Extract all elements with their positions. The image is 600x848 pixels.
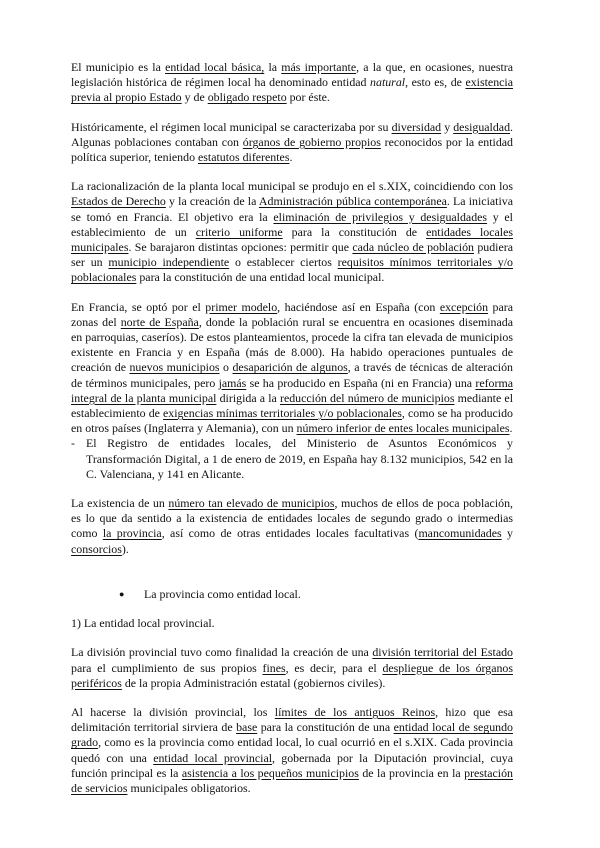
paragraph-racionalizacion: La racionalización de la planta local municipal se produjo en el s.XIX, coincidiendo con los Estados de Derecho y la creación de la Administración pública contemporánea. La iniciativa se tomó en Francia. El objetivo era la eliminación de privilegios y desigualdades y el establecimiento de un criterio uniforme para la constitución de entidades locales municipales. Se barajaron distintas opciones: permitir que cada núcleo de población pudiera ser un municipio independiente o establecer ciertos requisitos mínimos territoriales y/o poblacionales para la constitución de una entidad local municipal.: [71, 179, 514, 285]
section-heading: 1) La entidad local provincial.: [71, 616, 215, 631]
paragraph-existencia: La existencia de un número tan elevado de municipios, muchos de ellos de poca población, es lo que da sentido a la existencia de entidades locales de segundo grado o intermedias como la provincia, así como de otras entidades locales facultativas (mancomunidades y consorcios).: [71, 496, 514, 556]
bullet-text: La provincia como entidad local.: [144, 586, 301, 601]
bullet-icon: ●: [119, 588, 125, 599]
paragraph-francia: En Francia, se optó por el primer modelo, haciéndose así en España (con excepción para zonas del norte de España, donde la población rural se encuentra en ocasiones diseminada en parroquias, caseríos). De estos planteamientos, procede la cifra tan elevada de municipios existente en Francia y en España (más de 8.000). Ha habido operaciones puntuales de creación de nuevos municipios o desaparición de algunos, a través de técnicas de alteración de términos municipales, pero jamás se ha producido en España (ni en Francia) una reforma integral de la planta municipal dirigida a la reducción del número de municipios mediante el establecimiento de exigencias mínimas territoriales y/o poblacionales, como se ha producido en otros países (Inglaterra y Alemania), con un número inferior de entes locales municipales.: [71, 299, 514, 436]
paragraph-division-provincial: La división provincial tuvo como finalidad la creación de una división territorial del Estado para el cumplimiento de sus propios fines, es decir, para el despliegue de los órganos periféricos de la propia Administración estatal (gobiernos civiles).: [71, 645, 513, 690]
list-item-text: El Registro de entidades locales, del Ministerio de Asuntos Económicos y Transformación Digital, a 1 de enero de 2019, en España hay 8.132 municipios, 542 en la C. Valenciana, y 141 en Alicante.: [86, 436, 513, 481]
paragraph-limites: Al hacerse la división provincial, los límites de los antiguos Reinos, hizo que esa delimitación territorial sirviera de base para la constitución de una entidad local de segundo grado, como es la provincia como entidad local, lo cual ocurrió en el s.XIX. Cada provincia quedó con una entidad local provincial, gobernada por la Diputación provincial, cuya función principal es la asistencia a los pequeños municipios de la provincia en la prestación de servicios municipales obligatorios.: [71, 704, 514, 795]
list-item-registro: [71, 436, 513, 482]
paragraph-municipio: El municipio es la entidad local básica, la más importante, a la que, en ocasiones, nuestra legislación histórica de régimen local ha denominado entidad natural, esto es, de existencia previa al propio Estado y de obligado respeto por éste.: [71, 60, 514, 105]
paragraph-historicamente: Históricamente, el régimen local municipal se caracterizaba por su diversidad y desigualdad. Algunas poblaciones contaban con órganos de gobierno propios reconocidos por la entidad política superior, teniendo estatutos diferentes.: [71, 119, 513, 165]
dash-marker: -: [71, 436, 75, 451]
bullet-item-provincia: [71, 587, 513, 602]
